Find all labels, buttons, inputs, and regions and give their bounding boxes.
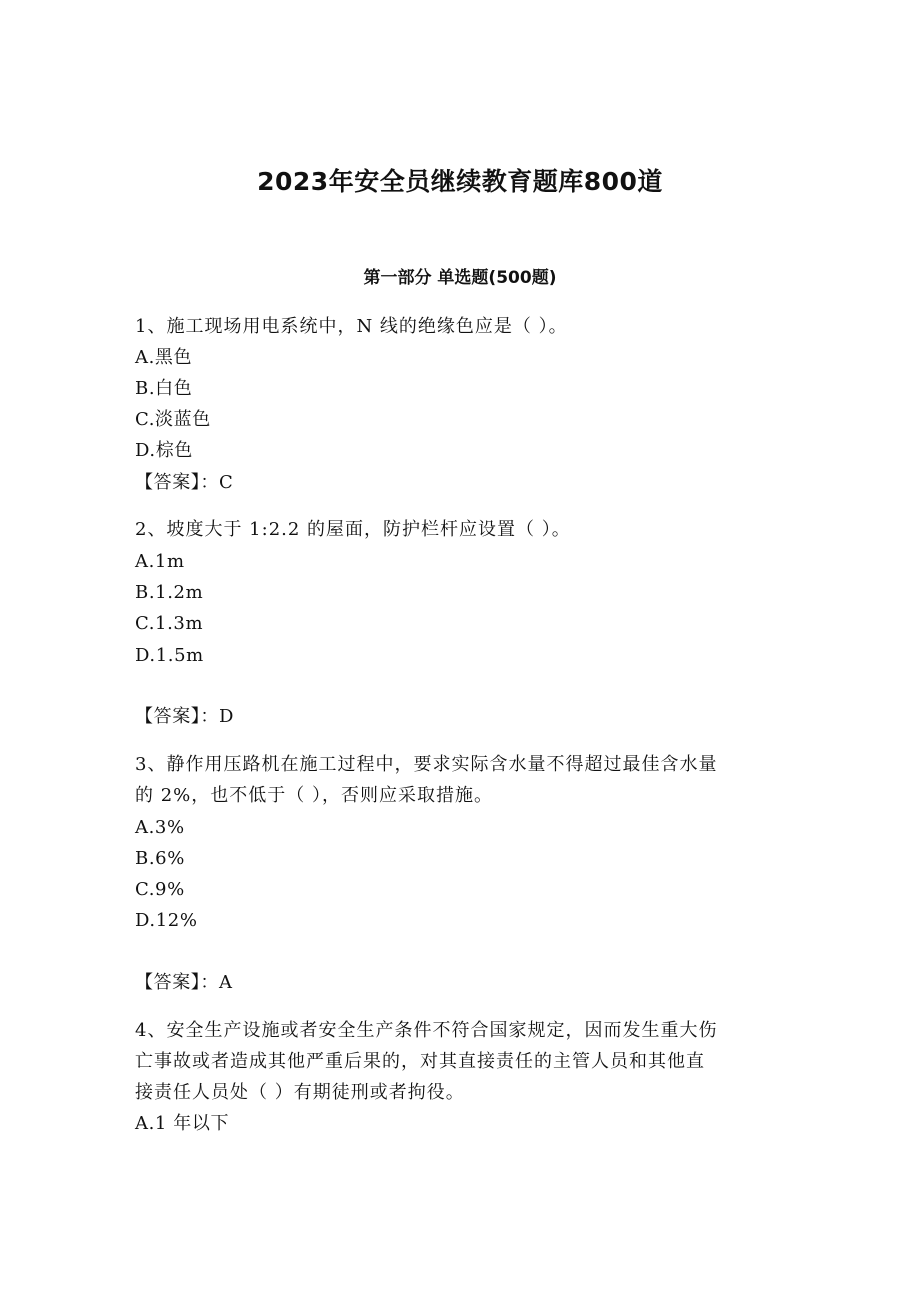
question-1-answer: 【答案】：C bbox=[135, 472, 234, 493]
question-3-option-d: D.12% bbox=[135, 910, 198, 931]
question-4-stem-line-1: 4、安全生产设施或者安全生产条件不符合国家规定，因而发生重大伤 bbox=[135, 1020, 718, 1041]
question-3-stem-line-2: 的 2%，也不低于（ ），否则应采取措施。 bbox=[135, 785, 493, 806]
question-3-option-c: C.9% bbox=[135, 879, 185, 900]
question-1-option-b: B.白色 bbox=[135, 378, 193, 399]
question-1-stem: 1、施工现场用电系统中，N 线的绝缘色应是（ ）。 bbox=[135, 316, 568, 337]
question-2-answer: 【答案】：D bbox=[135, 706, 235, 727]
question-4-option-a: A.1 年以下 bbox=[135, 1113, 230, 1134]
question-2-option-b: B.1.2m bbox=[135, 582, 204, 603]
question-2-option-d: D.1.5m bbox=[135, 645, 204, 666]
question-1-option-c: C.淡蓝色 bbox=[135, 409, 211, 430]
question-3-answer: 【答案】：A bbox=[135, 972, 233, 993]
question-2-option-c: C.1.3m bbox=[135, 613, 204, 634]
question-4-stem-line-2: 亡事故或者造成其他严重后果的，对其直接责任的主管人员和其他直 bbox=[135, 1051, 705, 1072]
document-title: 2023年安全员继续教育题库800道 bbox=[257, 167, 663, 196]
question-3-option-a: A.3% bbox=[135, 817, 185, 838]
question-2-stem: 2、坡度大于 1:2.2 的屋面，防护栏杆应设置（ ）。 bbox=[135, 519, 571, 540]
question-1-option-a: A.黑色 bbox=[135, 347, 193, 368]
question-2-option-a: A.1m bbox=[135, 551, 185, 572]
section-title: 第一部分 单选题(500题) bbox=[363, 268, 557, 288]
question-4-stem-line-3: 接责任人员处（ ）有期徒刑或者拘役。 bbox=[135, 1082, 465, 1103]
question-3-stem-line-1: 3、静作用压路机在施工过程中，要求实际含水量不得超过最佳含水量 bbox=[135, 754, 718, 775]
question-3-option-b: B.6% bbox=[135, 848, 185, 869]
question-1-option-d: D.棕色 bbox=[135, 440, 193, 461]
